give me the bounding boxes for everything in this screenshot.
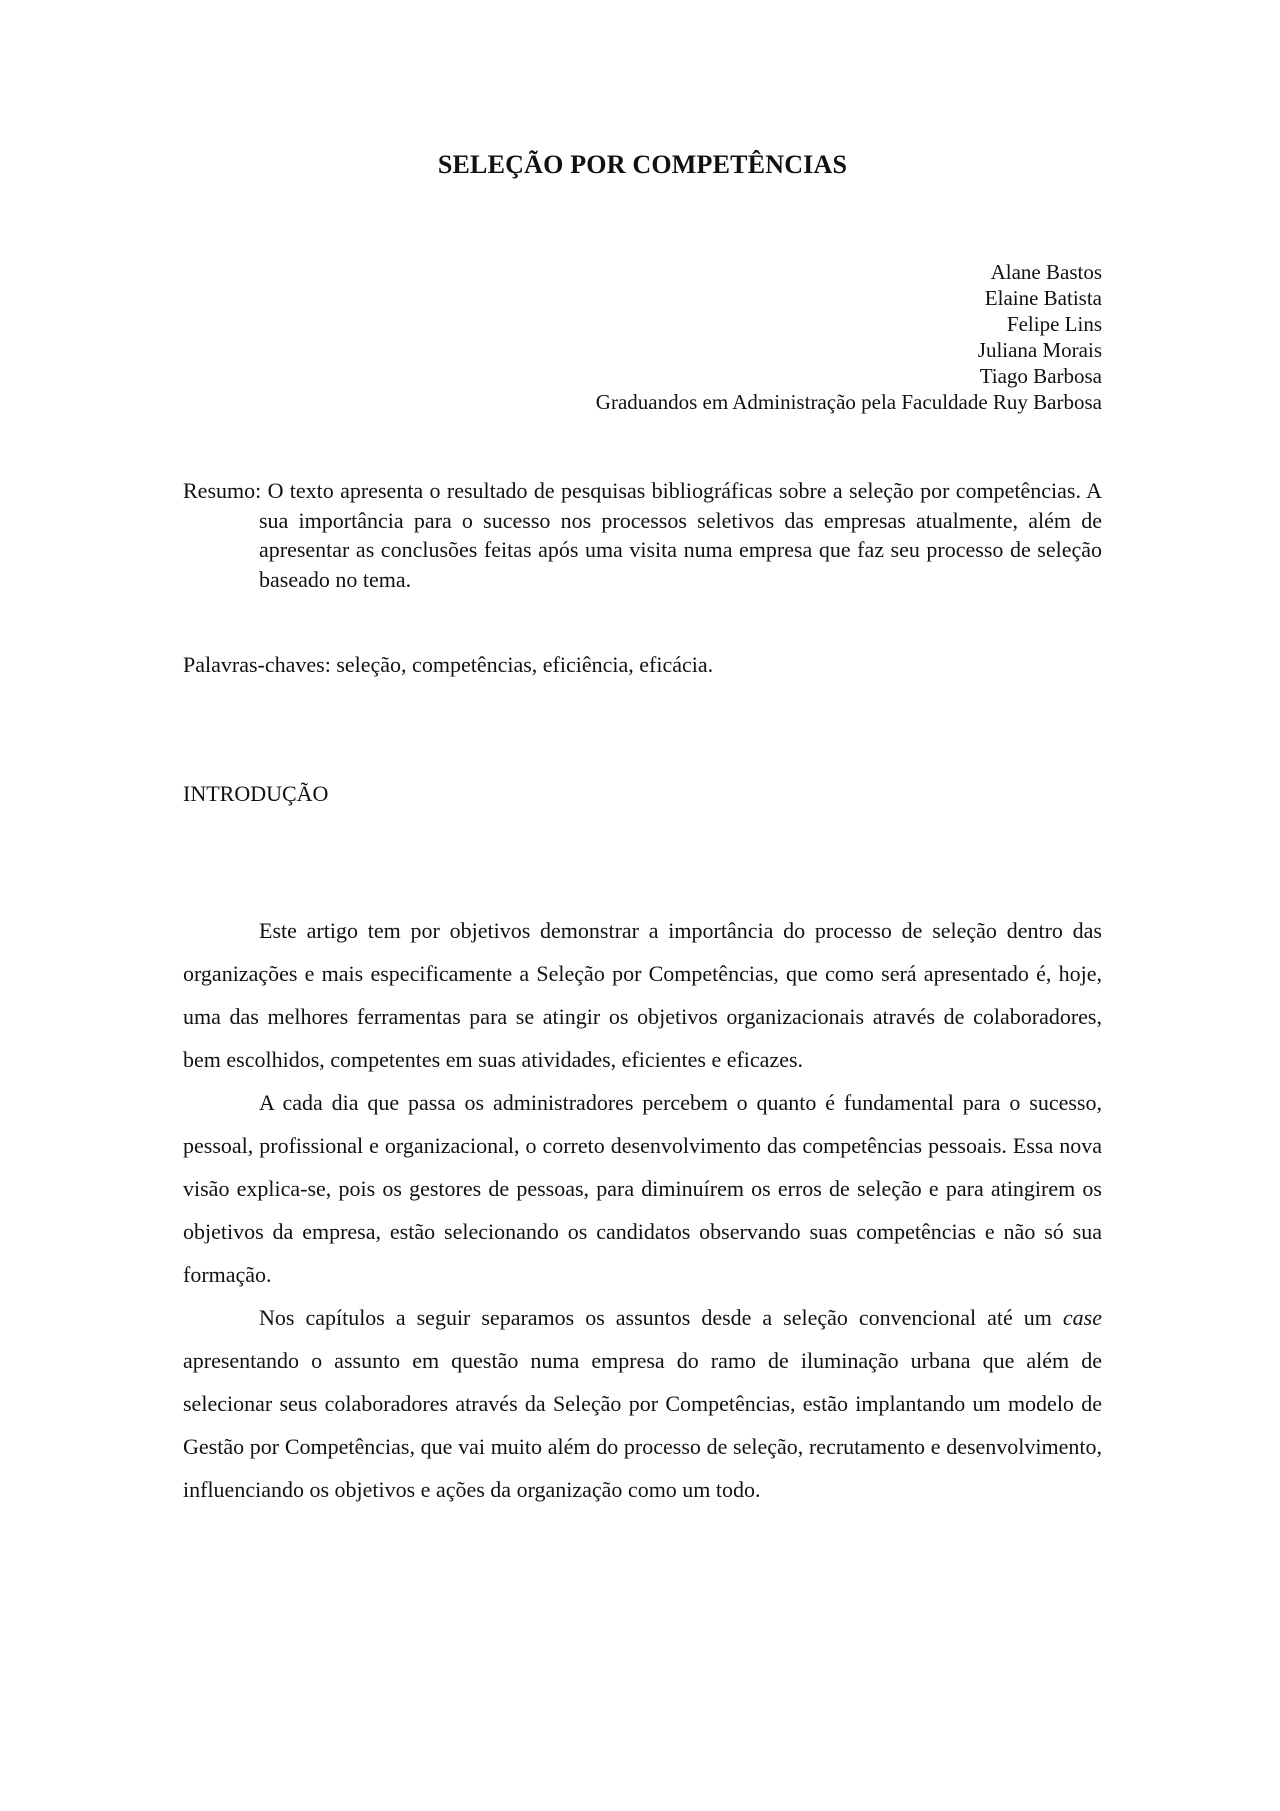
paragraph: Este artigo tem por objetivos demonstrar a importância do processo de seleção dentro das organizações e mais especificamente a Seleção por Competências, que como será apresentado é, hoje, uma das melhores ferramentas para se atingir os objetivos organizacionais através de colaboradores, bem escolhidos, competentes em suas atividades, eficientes e eficazes. — [183, 918, 1102, 1072]
keywords — [183, 650, 1102, 679]
abstract-text: O texto apresenta o resultado de pesquisas bibliográficas sobre a seleção por competências. A sua importância para o sucesso nos processos seletivos das empresas atualmente, além de apresentar as conclusões feitas após uma visita numa empresa que faz seu processo de seleção baseado no tema. — [259, 478, 1102, 592]
paragraph-text: apresentando o assunto em questão numa empresa do ramo de iluminação urbana que além de selecionar seus colaboradores através da Seleção por Competências, estão implantando um modelo de Gestão por Competências, que vai muito além do processo de seleção, recrutamento e desenvolvimento, influenciando os objetivos e ações da organização como um todo. — [183, 1348, 1102, 1502]
body-text — [183, 909, 1102, 1511]
italic-term: case — [1062, 1305, 1103, 1330]
author-name: Tiago Barbosa — [979, 364, 1102, 388]
paragraph: A cada dia que passa os administradores percebem o quanto é fundamental para o sucesso, pessoal, profissional e organizacional, o correto desenvolvimento das competências pessoais. Essa nova visão explica-se, pois os gestores de pessoas, para diminuírem os erros de seleção e para atingirem os objetivos da empresa, estão selecionando os candidatos observando suas competências e não só sua formação. — [183, 1090, 1102, 1287]
abstract-label: Resumo: — [183, 478, 262, 503]
section-heading: INTRODUÇÃO — [183, 781, 329, 806]
author-name: Felipe Lins — [1006, 312, 1102, 336]
abstract — [183, 476, 1102, 594]
keywords-text: seleção, competências, eficiência, eficácia. — [336, 652, 714, 677]
author-name: Elaine Batista — [984, 286, 1102, 310]
author-name: Juliana Morais — [977, 338, 1102, 362]
paper-title: SELEÇÃO POR COMPETÊNCIAS — [437, 150, 848, 179]
keywords-label: Palavras-chaves: — [183, 652, 331, 677]
author-affiliation: Graduandos em Administração pela Faculdade Ruy Barbosa — [595, 390, 1102, 414]
author-name: Alane Bastos — [990, 260, 1102, 284]
paragraph-text: Nos capítulos a seguir separamos os assuntos desde a seleção convencional até um — [259, 1305, 1052, 1330]
paragraph — [183, 1296, 1102, 1511]
author-block — [596, 259, 1102, 415]
